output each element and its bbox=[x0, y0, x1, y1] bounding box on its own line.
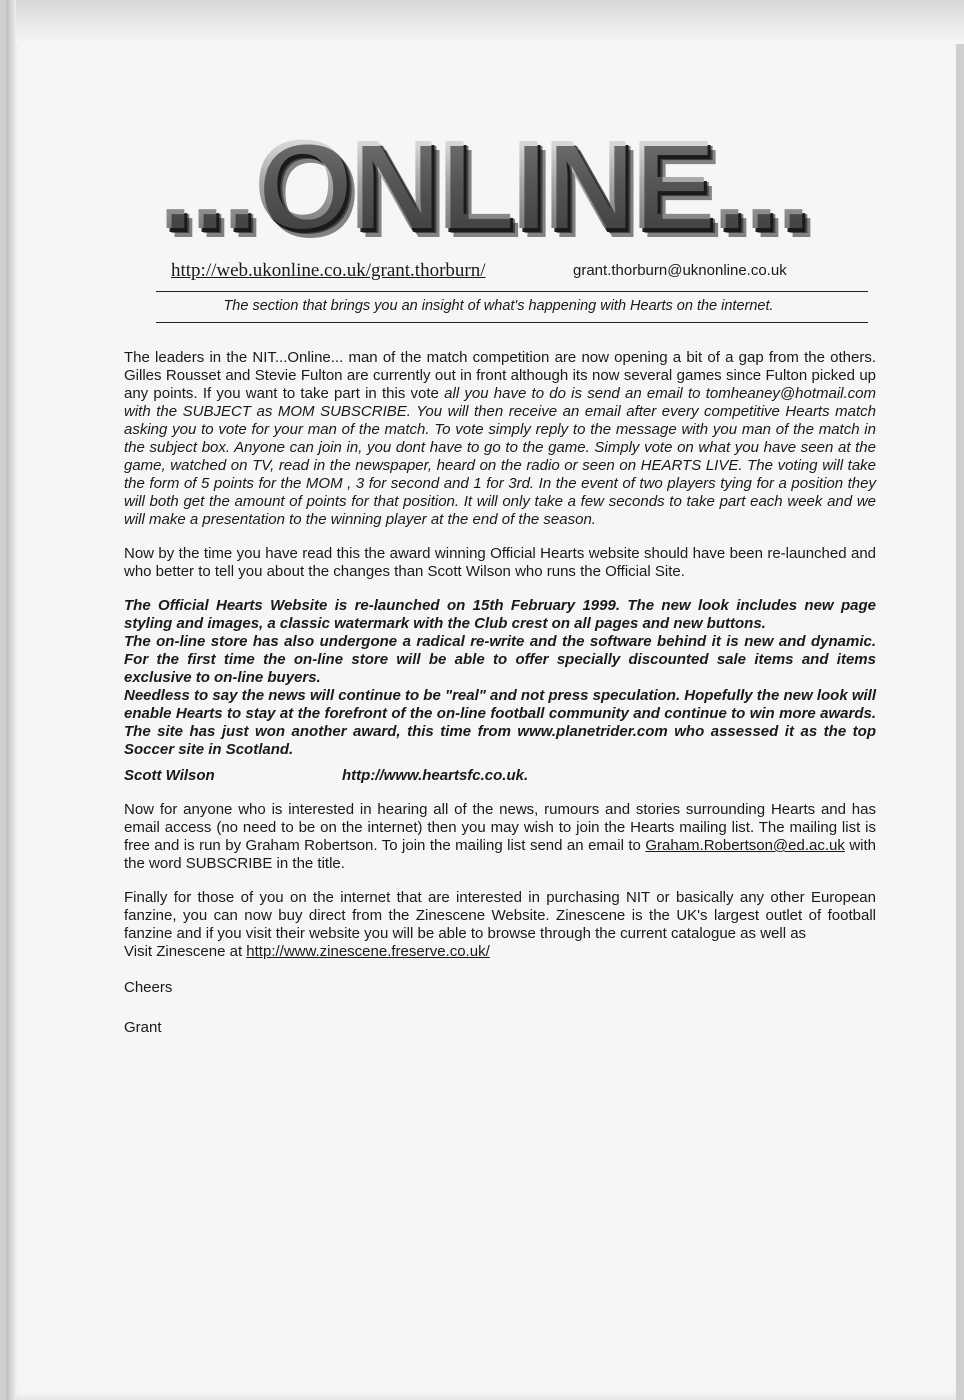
quote-url: http://www.heartsfc.co.uk. bbox=[342, 767, 529, 784]
paragraph-mailing-list bbox=[124, 801, 876, 873]
zinescene-visit-text: Visit Zinescene at bbox=[124, 943, 247, 960]
paragraph-official-site: Now by the time you have read this the award winning Official Hearts website should have been re-launched and who better to tell you about the changes than Scott Wilson who runs the Official Site. bbox=[124, 545, 876, 580]
paragraph-mom-competition bbox=[124, 349, 876, 529]
divider-bottom bbox=[156, 322, 868, 323]
quote-news: Needless to say the news will continue to be "real" and not press speculation. Hopefully the new look will enable Hearts to stay at the forefront of the on-line football community and continue to win more awards. The site has just won another award, this time from www.planetrider.com who assessed it as the top Soccer site in Scotland. bbox=[124, 687, 876, 758]
page-top-shadow bbox=[16, 0, 964, 44]
zinescene-link[interactable]: http://www.zinescene.freserve.co.uk/ bbox=[246, 943, 490, 960]
website-link[interactable]: http://web.ukonline.co.uk/grant.thorburn/ bbox=[171, 260, 486, 281]
paragraph-zinescene bbox=[124, 889, 876, 961]
paragraph-text: Now for anyone who is interested in hearing all of the news, rumours and stories surrounding Hearts and has email access (no need to be on the internet) then you may wish to join the Hearts mailing list. The mailing list is free and is run by Graham Robertson. To join the mailing list send an email to bbox=[124, 801, 876, 854]
divider-top bbox=[156, 291, 868, 292]
paragraph-text: The leaders in the NIT...Online... man of the match competition are now opening a bit of a gap from the others. Gilles Rousset and Stevie Fulton are currently out in front although its now several games since Fulton picked up any points. If you want to take part in this vote bbox=[124, 349, 876, 402]
contact-row bbox=[171, 260, 831, 284]
page bbox=[6, 0, 956, 1400]
paragraph-text: Finally for those of you on the internet that are interested in purchasing NIT or basically any other European fanzine, you can now buy direct from the Zinescene Website. Zinescene is the UK's largest outlet of football fanzine and if you visit their website you will be able to browse through the current catalogue as well as bbox=[124, 889, 876, 942]
quote-signature bbox=[124, 767, 876, 785]
tagline: The section that brings you an insight of what's happening with Hearts on the internet. bbox=[223, 298, 774, 314]
signature-name: Grant bbox=[124, 1019, 162, 1036]
article-body bbox=[124, 349, 876, 1059]
quote-relaunch: The Official Hearts Website is re-launched on 15th February 1999. The new look includes new page styling and images, a classic watermark with the Club crest on all pages and new buttons. bbox=[124, 597, 876, 632]
quote-author: Scott Wilson bbox=[124, 767, 215, 784]
online-logo bbox=[118, 114, 848, 255]
contact-email: grant.thorburn@uknonline.co.uk bbox=[573, 262, 787, 279]
paragraph-italic-text: all you have to do is send an email to tomheaney@hotmail.com with the SUBJECT as MOM SUBSCRIBE. You will then receive an email after every competitive Hearts match asking you to vote for your man of the match. To vote simply reply to the message with you man of the match in the subject box. Anyone can join in, you dont have to go to the game. Simply vote on what you have seen at the game, watched on TV, read in the newspaper, heard on the radio or seen on HEARTS LIVE. The voting will take the form of 5 points for the MOM , 3 for second and 1 for 3rd. In the event of two players tying for a position they will both get the amount of points for that position. It will only take a few seconds to take part each week and we will make a presentation to the winning player at the end of the season. bbox=[124, 385, 876, 528]
page-edge bbox=[6, 0, 16, 1400]
closing-text: Cheers bbox=[124, 979, 173, 996]
paragraph-text: with the word SUBSCRIBE in the title. bbox=[124, 837, 876, 872]
quote-store: The on-line store has also undergone a radical re-write and the software behind it is new and dynamic. For the first time the on-line store will be able to offer specially discounted sale items and items exclusive to on-line buyers. bbox=[124, 633, 876, 686]
online-logo-text: ...ONLINE... bbox=[118, 125, 848, 245]
mailing-list-email-link[interactable]: Graham.Robertson@ed.ac.uk bbox=[645, 837, 845, 854]
